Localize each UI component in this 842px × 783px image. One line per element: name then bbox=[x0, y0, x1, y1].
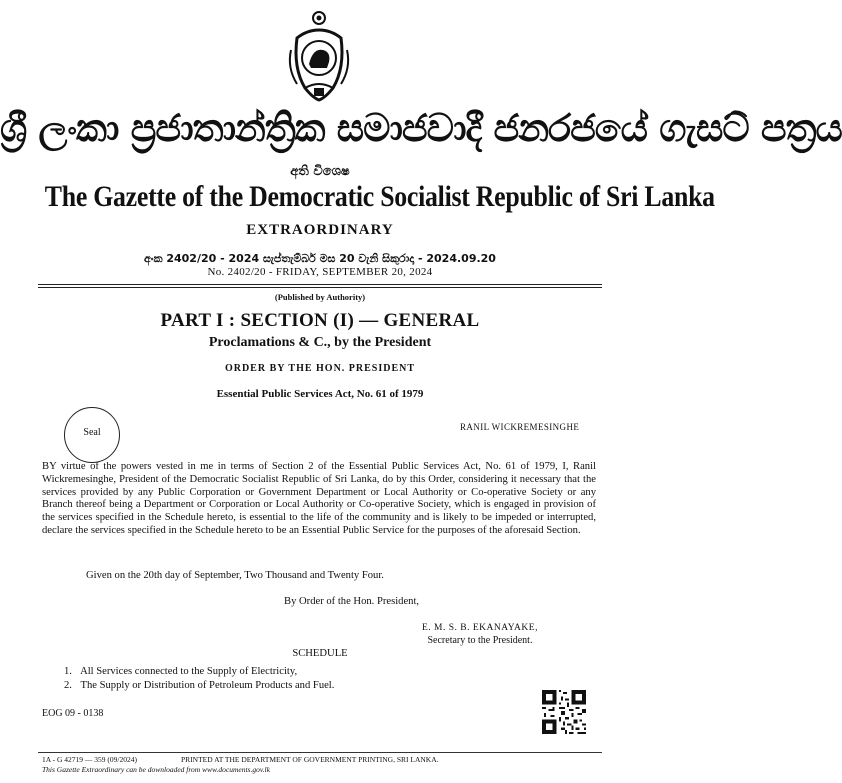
secretary-title: Secretary to the President. bbox=[427, 634, 533, 646]
part-title: PART I : SECTION (I) — GENERAL bbox=[160, 310, 480, 331]
schedule-heading: SCHEDULE bbox=[292, 648, 348, 659]
reference-code: EOG 09 - 0138 bbox=[42, 708, 104, 719]
issue-line-sinhala: අංක 2402/20 - 2024 සැප්තැම්බර් මස 20 වැනි සිකුරාදා - 2024.09.20 bbox=[144, 252, 496, 265]
published-by-authority: (Published by Authority) bbox=[274, 292, 366, 302]
seal-circle bbox=[64, 407, 120, 463]
schedule-item-text: The Supply or Distribution of Petroleum Products and Fuel. bbox=[80, 680, 335, 691]
schedule-item-number: 1. bbox=[64, 666, 72, 677]
schedule-list bbox=[64, 665, 334, 693]
gazette-title-sinhala: ශ්‍රී ලංකා ප්‍රජාතාන්ත්‍රික සමාජවාදී ජනරජයේ ගැසට් පත්‍රය bbox=[0, 106, 842, 150]
schedule-item bbox=[64, 665, 334, 679]
act-title: Essential Public Services Act, No. 61 of 1979 bbox=[216, 388, 424, 400]
qr-code-icon bbox=[542, 690, 586, 734]
given-date-line: Given on the 20th day of September, Two Thousand and Twenty Four. bbox=[86, 570, 384, 581]
signatory-name: RANIL WICKREMESINGHE bbox=[460, 422, 580, 432]
footer-rule bbox=[38, 752, 602, 753]
print-code: 1A - G 42719 — 359 (09/2024) bbox=[42, 755, 137, 764]
extraordinary-label: EXTRAORDINARY bbox=[246, 222, 394, 238]
order-body-text: BY virtue of the powers vested in me in terms of Section 2 of the Essential Public Services Act, No. 61 of 1979, I, Ranil Wickremesinghe, President of the Democratic Socialist Republic of Sri Lanka, do by this Order, considering it necessary that the services provided by any Public Corporation or Government Department or Local Authority or Co-operative Society or any Branch thereof being a Department or Corporation or Local Authority or Co-operative Society, which is engaged in provision of the services specified in the Schedule hereto, is essential to the life of the community and is likely to be impeded or interrupted, declare the services specified in the Schedule hereto to be an Essential Public Service for the purposes of the aforesaid Section. bbox=[42, 461, 596, 536]
extraordinary-label-sinhala: අති විශෙෂ bbox=[290, 164, 350, 179]
schedule-item bbox=[64, 679, 334, 693]
by-order-line: By Order of the Hon. President, bbox=[284, 596, 420, 607]
schedule-item-number: 2. bbox=[64, 680, 72, 691]
header-rule-thin bbox=[38, 287, 602, 288]
secretary-signature-block bbox=[422, 622, 538, 647]
gazette-title-english: The Gazette of the Democratic Socialist Republic of Sri Lanka bbox=[44, 180, 715, 213]
order-heading: ORDER BY THE HON. PRESIDENT bbox=[224, 363, 416, 374]
footer-print-line bbox=[42, 755, 438, 764]
issue-line-english: No. 2402/20 - FRIDAY, SEPTEMBER 20, 2024 bbox=[207, 266, 433, 278]
header-rule-thick bbox=[38, 284, 602, 285]
sri-lanka-emblem-icon bbox=[283, 8, 355, 104]
footer-download-note: This Gazette Extraordinary can be downloaded from www.documents.gov.lk bbox=[42, 765, 270, 774]
part-subtitle: Proclamations & C., by the President bbox=[208, 335, 432, 350]
seal-label: Seal bbox=[83, 427, 101, 438]
printed-at: PRINTED AT THE DEPARTMENT OF GOVERNMENT PRINTING, SRI LANKA. bbox=[181, 755, 439, 764]
schedule-item-text: All Services connected to the Supply of Electricity, bbox=[80, 666, 298, 677]
secretary-name: E. M. S. B. EKANAYAKE, bbox=[422, 623, 538, 633]
